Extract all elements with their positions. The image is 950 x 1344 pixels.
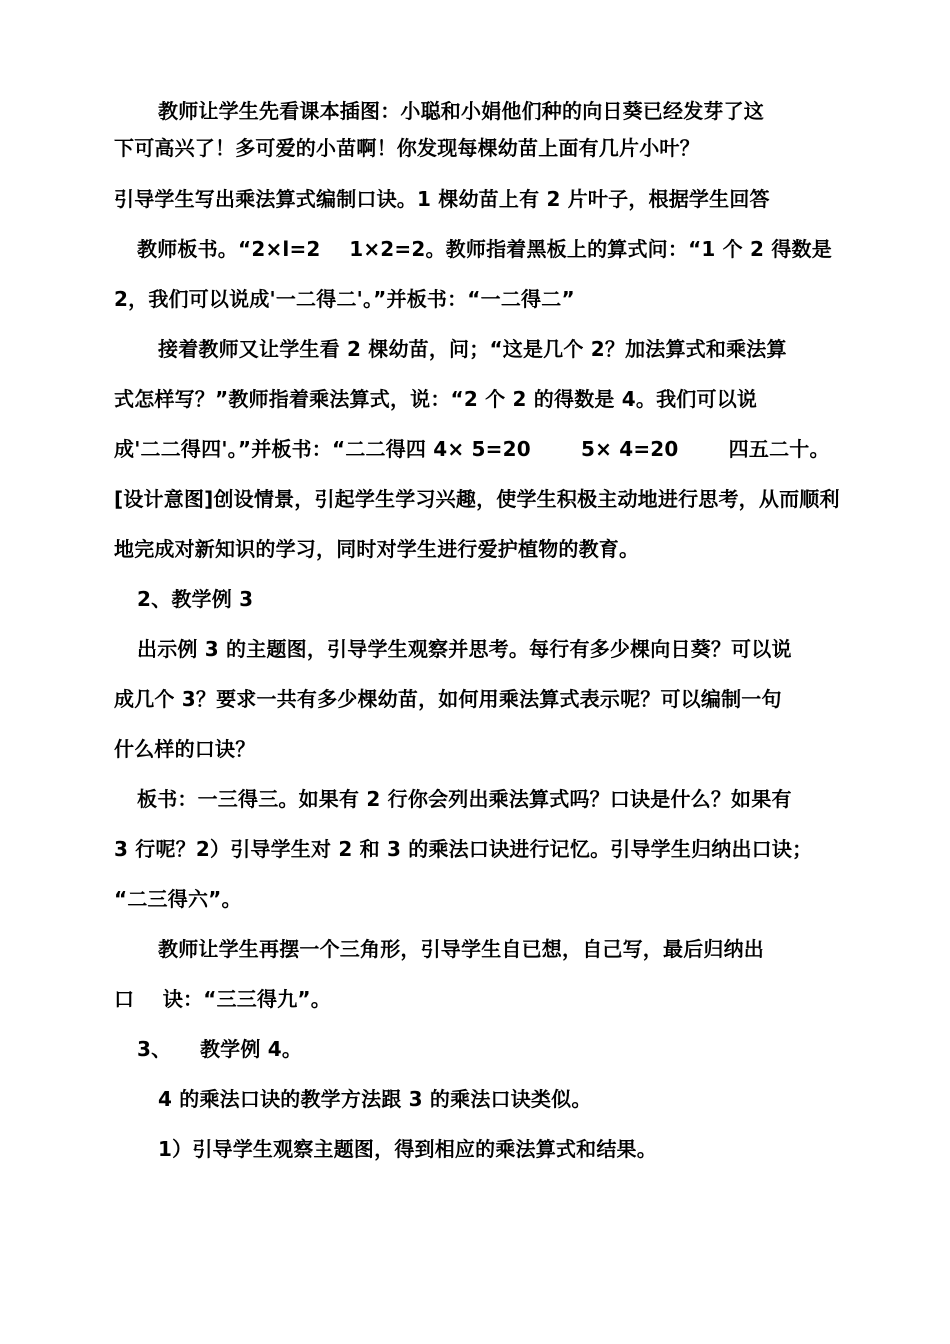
paragraph-line: 成'二二得四'。”并板书：“二二得四 4× 5=20 5× 4=20 四五二十。 — [114, 437, 830, 461]
paragraph-line: 4 的乘法口诀的教学方法跟 3 的乘法口诀类似。 — [158, 1087, 592, 1111]
paragraph-line: “二三得六”。 — [114, 887, 242, 911]
paragraph-line: 下可高兴了！多可爱的小苗啊！你发现每棵幼苗上面有几片小叶？ — [114, 136, 700, 160]
paragraph-line: 1）引导学生观察主题图，得到相应的乘法算式和结果。 — [158, 1137, 657, 1161]
paragraph-line: 出示例 3 的主题图，引导学生观察并思考。每行有多少棵向日葵？可以说 — [137, 637, 792, 661]
paragraph-line: 引导学生写出乘法算式编制口诀。1 棵幼苗上有 2 片叶子，根据学生回答 — [114, 187, 770, 211]
paragraph-line: 接着教师又让学生看 2 棵幼苗，问；“这是几个 2？加法算式和乘法算 — [158, 337, 787, 361]
paragraph-line: 教师板书。“2×l=2 1×2=2。教师指着黑板上的算式问：“1 个 2 得数是 — [137, 237, 832, 261]
section-heading: 2、教学例 3 — [137, 587, 254, 611]
paragraph-line: 地完成对新知识的学习，同时对学生进行爱护植物的教育。 — [114, 537, 640, 561]
paragraph-line: 什么样的口诀？ — [114, 737, 256, 761]
paragraph-line: 成几个 3？要求一共有多少棵幼苗，如何用乘法算式表示呢？可以编制一句 — [114, 687, 782, 711]
paragraph-line: 教师让学生先看课本插图：小聪和小娟他们种的向日葵已经发芽了这 — [158, 99, 764, 123]
paragraph-line: 口 诀：“三三得九”。 — [114, 987, 331, 1011]
paragraph-line: 3 行呢？2）引导学生对 2 和 3 的乘法口诀进行记忆。引导学生归纳出口诀； — [114, 837, 813, 861]
paragraph-line: 板书：一三得三。如果有 2 行你会列出乘法算式吗？口诀是什么？如果有 — [137, 787, 792, 811]
paragraph-line: [设计意图]创设情景，引起学生学习兴趣，使学生积极主动地进行思考，从而顺利 — [114, 487, 840, 511]
section-heading: 3、 教学例 4。 — [137, 1037, 303, 1061]
paragraph-line: 式怎样写？”教师指着乘法算式，说：“2 个 2 的得数是 4。我们可以说 — [114, 387, 758, 411]
paragraph-line: 2，我们可以说成'一二得二'。”并板书：“一二得二” — [114, 287, 575, 311]
paragraph-line: 教师让学生再摆一个三角形，引导学生自已想，自己写，最后归纳出 — [158, 937, 764, 961]
